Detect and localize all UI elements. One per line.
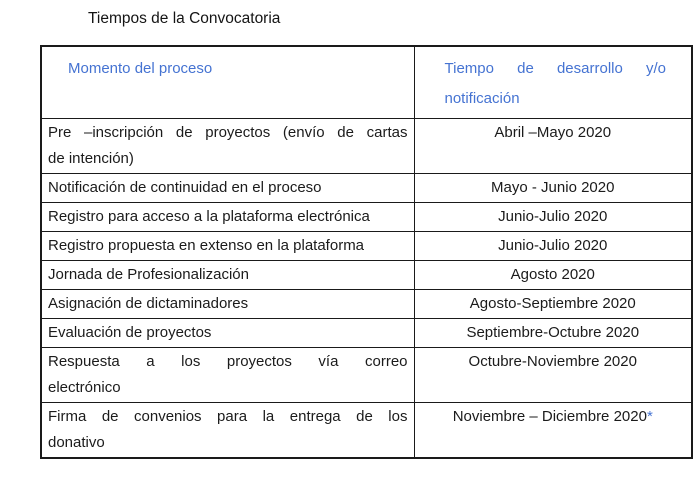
- tiempo-value: Noviembre – Diciembre 2020: [452, 408, 647, 425]
- table-header-row: [41, 46, 692, 119]
- momento-cell: [41, 261, 414, 290]
- momento-text-line: Asignación de dictaminadores: [48, 295, 249, 312]
- tiempo-cell: [414, 348, 692, 403]
- header-cell-momento: [41, 46, 414, 119]
- momento-text-line: Evaluación de proyectos: [48, 324, 212, 341]
- table-row-respuesta: [41, 348, 692, 403]
- tiempo-cell: [414, 203, 692, 232]
- momento-cell: [41, 290, 414, 319]
- footnote-asterisk: *: [646, 408, 653, 425]
- tiempo-cell: [414, 232, 692, 261]
- header-cell-tiempo: [414, 46, 692, 119]
- tiempo-cell: [414, 403, 692, 459]
- tiempo-value: Agosto 2020: [510, 266, 595, 283]
- tiempo-value-with-note: [421, 404, 686, 430]
- tiempo-value: Mayo - Junio 2020: [491, 179, 615, 196]
- tiempo-cell: [414, 174, 692, 203]
- page-title: Tiempos de la Convocatoria: [88, 10, 281, 27]
- momento-text-line: Pre –inscripción de proyectos (envío de cartas: [48, 124, 408, 141]
- tiempo-value: Octubre-Noviembre 2020: [468, 353, 637, 370]
- momento-cell: [41, 174, 414, 203]
- tiempo-value: Junio-Julio 2020: [498, 208, 608, 225]
- tiempo-cell: [414, 119, 692, 174]
- momento-cell: [41, 319, 414, 348]
- momento-text-line: Firma de convenios para la entrega de los: [48, 408, 408, 425]
- momento-cell: [41, 348, 414, 403]
- tiempo-cell: [414, 290, 692, 319]
- table-row-evaluacion: [41, 319, 692, 348]
- header-tiempo-line-1: Tiempo de desarrollo y/o: [444, 60, 666, 77]
- table-row-asignacion: [41, 290, 692, 319]
- table-row-registro-propuesta: [41, 232, 692, 261]
- tiempo-value: Junio-Julio 2020: [498, 237, 608, 254]
- momento-cell: [41, 119, 414, 174]
- schedule-table: [40, 45, 693, 459]
- momento-cell: [41, 203, 414, 232]
- table-row-preinscripcion: [41, 119, 692, 174]
- tiempo-cell: [414, 319, 692, 348]
- header-momento-label: Momento del proceso: [68, 60, 213, 77]
- momento-text-line: Notificación de continuidad en el proceso: [48, 179, 322, 196]
- momento-text-line: Respuesta a los proyectos vía correo: [48, 353, 408, 370]
- momento-text-line: de intención): [48, 150, 134, 167]
- header-tiempo-line-2: notificación: [444, 90, 520, 107]
- momento-text-line: Jornada de Profesionalización: [48, 266, 249, 283]
- momento-cell: [41, 232, 414, 261]
- momento-text-line: Registro propuesta en extenso en la plataforma: [48, 237, 365, 254]
- tiempo-value: Agosto-Septiembre 2020: [469, 295, 636, 312]
- momento-text-line: Registro para acceso a la plataforma electrónica: [48, 208, 370, 225]
- momento-text-line: electrónico: [48, 379, 121, 396]
- momento-cell: [41, 403, 414, 459]
- tiempo-value: Septiembre-Octubre 2020: [466, 324, 640, 341]
- table-row-notificacion-continuidad: [41, 174, 692, 203]
- tiempo-value: Abril –Mayo 2020: [494, 124, 612, 141]
- table-row-jornada: [41, 261, 692, 290]
- table-row-firma-convenios: [41, 403, 692, 459]
- tiempo-cell: [414, 261, 692, 290]
- document-page: [0, 9, 696, 459]
- momento-text-line: donativo: [48, 434, 105, 451]
- table-row-registro-acceso: [41, 203, 692, 232]
